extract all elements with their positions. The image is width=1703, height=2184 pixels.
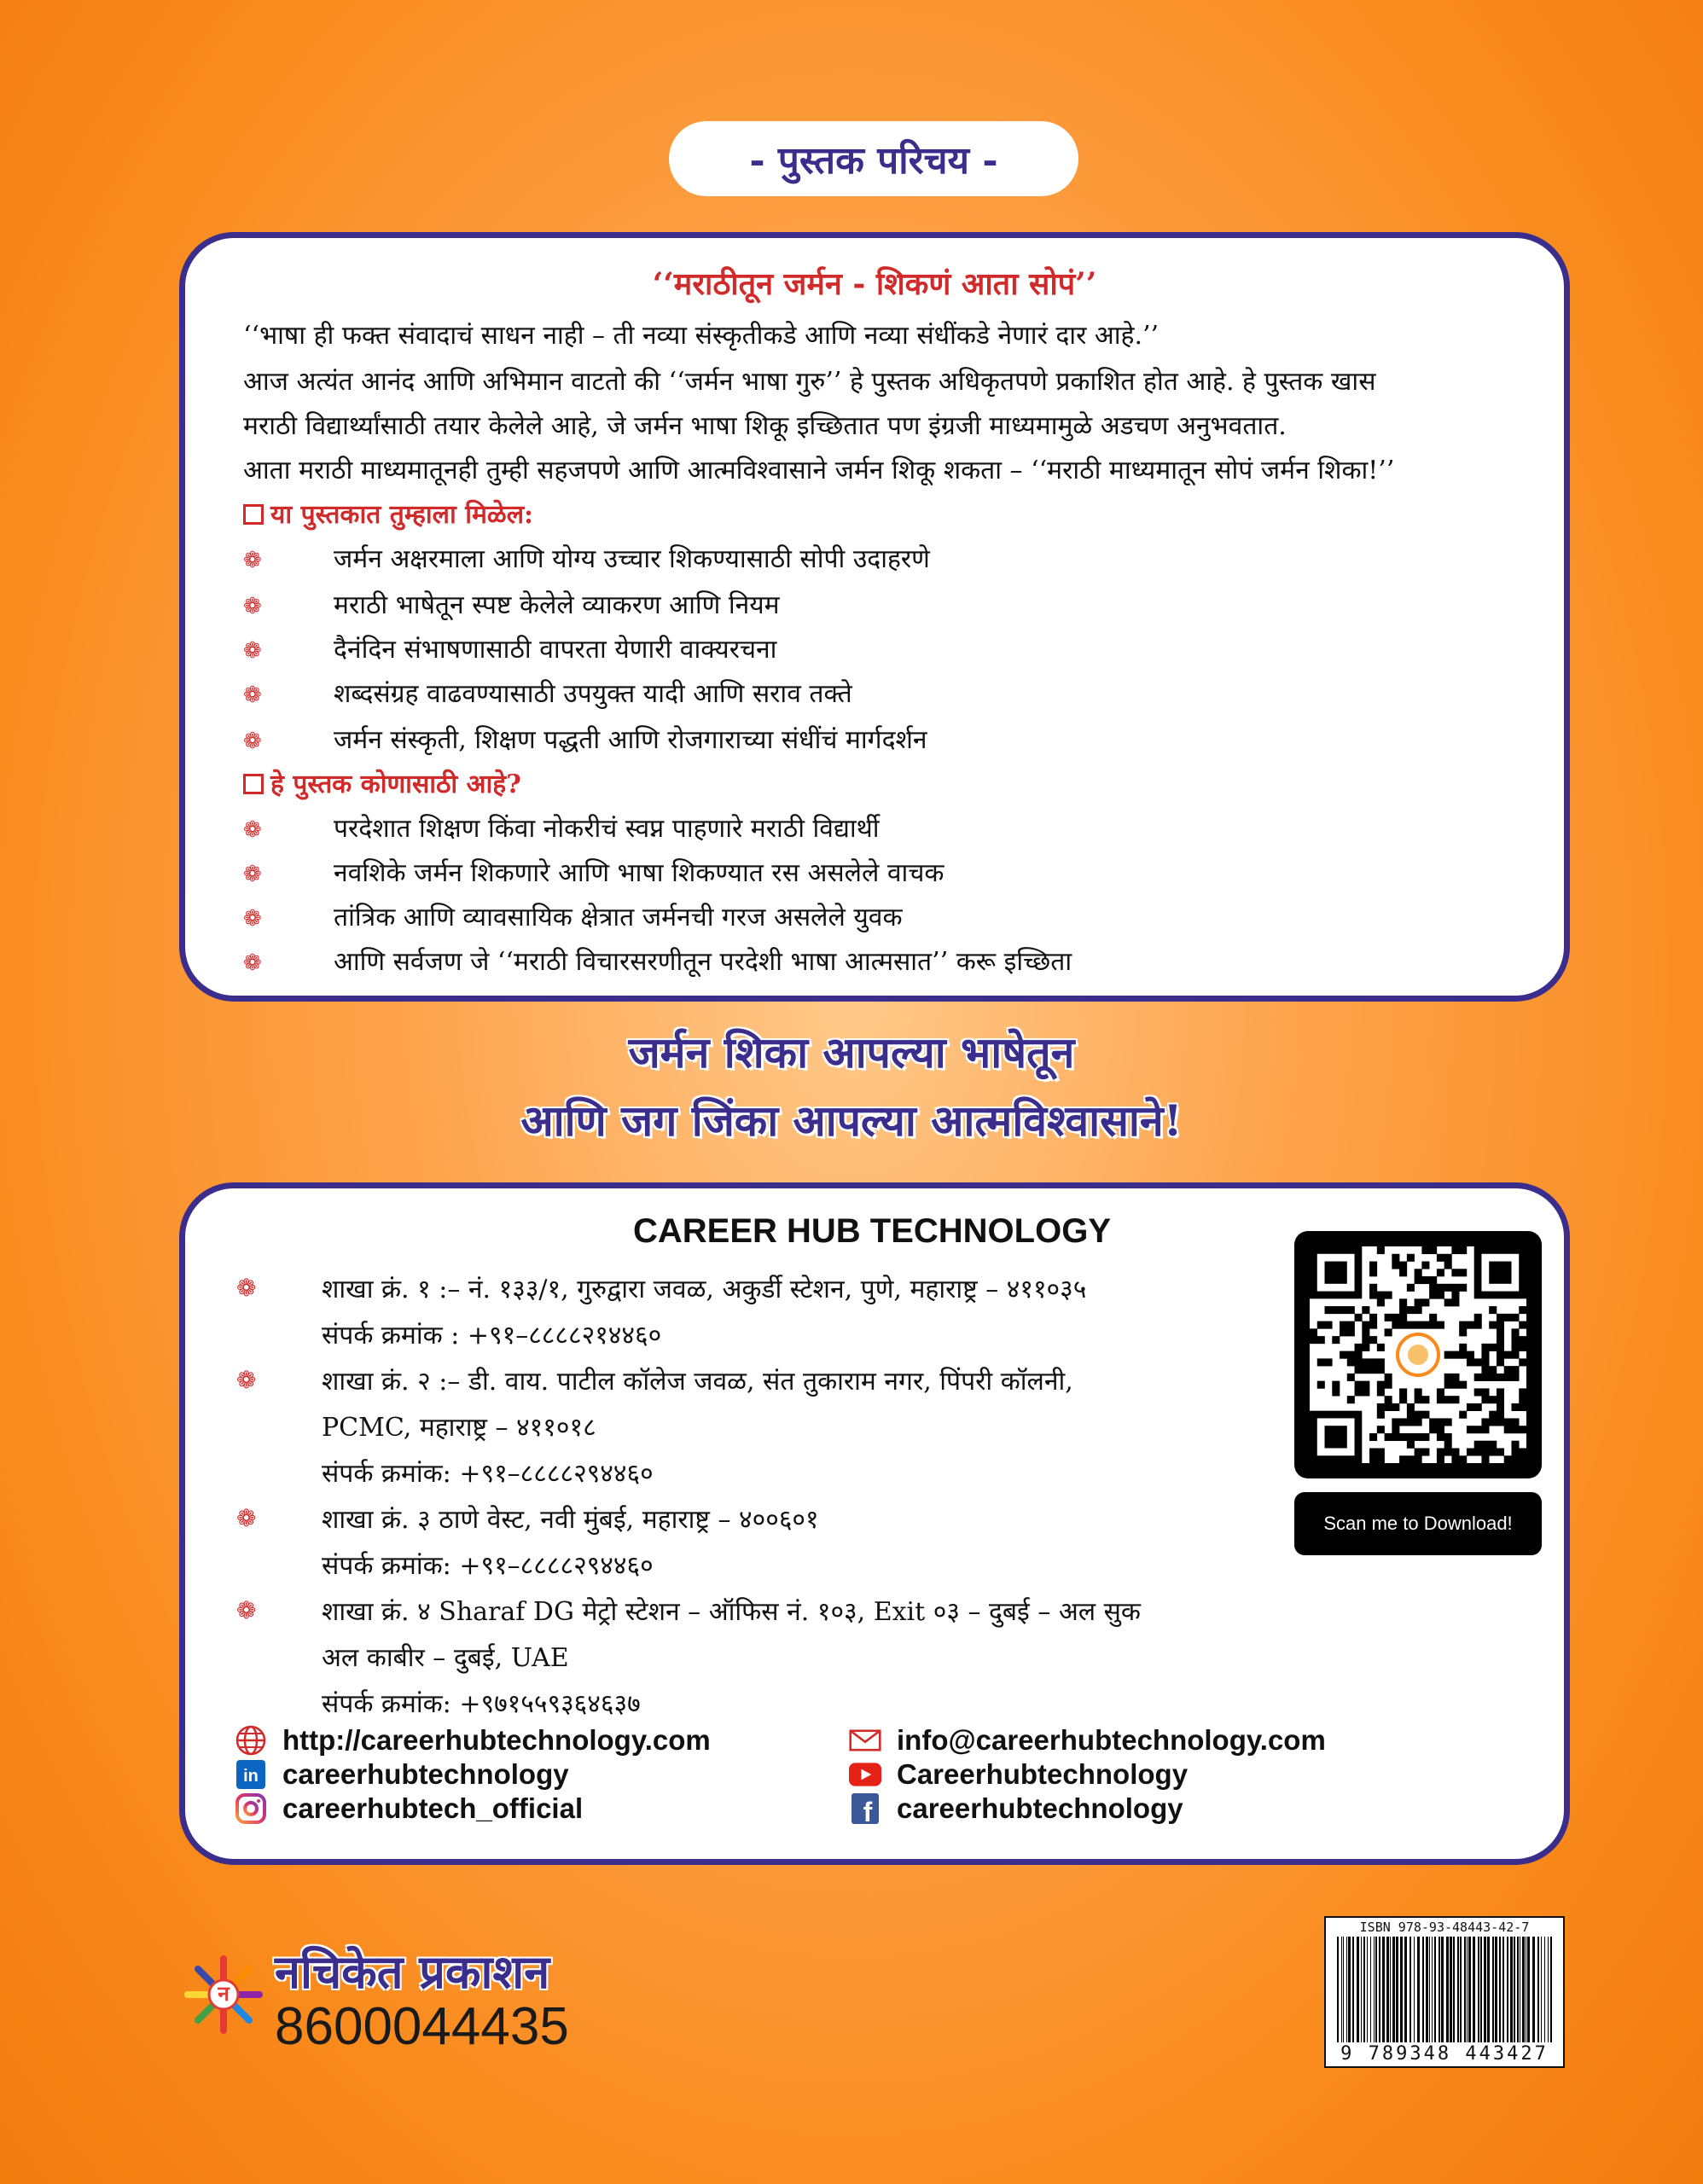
globe-icon [235,1724,267,1757]
publisher-phone: 8600044435 [275,1997,569,2056]
list-item: ❁ परदेशात शिक्षण किंवा नोकरीचं स्वप्न पाहणारे मराठी विद्यार्थी [243,814,880,844]
qr-code-icon [1310,1246,1526,1463]
bullet-icon: ❁ [243,862,262,887]
list-item: ❁ दैनंदिन संभाषणासाठी वापरता येणारी वाक्यरचना [243,635,777,665]
website-link[interactable]: http://careerhubtechnology.com [235,1724,711,1757]
tagline-line-2: आणि जग जिंका आपल्या आत्मविश्वासाने! [520,1095,1183,1146]
instagram-link[interactable]: careerhubtech_official [235,1792,583,1825]
isbn-barcode [1324,1916,1565,2068]
youtube-link[interactable]: Careerhubtechnology [849,1758,1188,1791]
intro-title: ‘‘मराठीतून जर्मन - शिकणं आता सोपं’’ [652,266,1097,302]
bullet-icon: ❁ [243,594,262,619]
youtube-icon [849,1758,881,1791]
publisher-logo [183,1954,264,2036]
facebook-link[interactable]: f careerhubtechnology [849,1792,1183,1825]
bullet-icon: ❁ [243,548,262,573]
section-heading-audience: हे पुस्तक कोणासाठी आहे? [243,765,521,800]
download-button[interactable]: Scan me to Download! [1294,1492,1542,1555]
branch-3-address: शाखा क्रं. ३ ठाणे वेस्ट, नवी मुंबई, महाराष्ट्र – ४००६०१ [322,1505,819,1535]
instagram-icon [235,1792,267,1825]
list-item: ❁ शब्दसंग्रह वाढवण्यासाठी उपयुक्त यादी आणि सराव तक्ते [243,679,852,709]
bullet-icon: ❁ [243,817,262,843]
branch-2-address-2: PCMC, महाराष्ट्र – ४११०१८ [322,1413,596,1443]
email-link[interactable]: info@careerhubtechnology.com [849,1724,1326,1757]
bullet-icon: ❁ [243,682,262,708]
branch-2-phone: संपर्क क्रमांक: +९१–८८८८२९४४६० [322,1459,654,1489]
bullet-icon: ❁ [243,906,262,932]
branch-4-address-2: अल काबीर – दुबई, UAE [322,1643,569,1673]
intro-paragraph-line: आता मराठी माध्यमातूनही तुम्ही सहजपणे आणि आत्मविश्वासाने जर्मन शिकू शकता – ‘‘मराठी माध्यमातून सोपं जर्मन शिका!’’ [243,456,1395,485]
barcode-icon [1334,1937,1557,2042]
bullet-icon: ❁ [236,1366,257,1394]
checkbox-icon [243,504,264,525]
isbn-label: ISBN 978-93-48443-42-7 [1359,1920,1530,1935]
list-item: ❁ जर्मन संस्कृती, शिक्षण पद्धती आणि रोजगाराच्या संधींचं मार्गदर्शन [243,725,927,755]
intro-paragraph-line: ‘‘भाषा ही फक्त संवादाचं साधन नाही – ती नव्या संस्कृतीकडे आणि नव्या संधींकडे नेणारं दार आहे.’’ [243,321,1160,351]
branch-2-address: शाखा क्रं. २ :– डी. वाय. पाटील कॉलेज जवळ, संत तुकाराम नगर, पिंपरी कॉलनी, [322,1367,1073,1397]
svg-text:in: in [243,1767,259,1786]
list-item: ❁ मराठी भाषेतून स्पष्ट केलेले व्याकरण आणि नियम [243,590,780,620]
mail-icon [849,1724,881,1757]
tagline-line-1: जर्मन शिका आपल्या भाषेतून [628,1027,1075,1077]
qr-code[interactable] [1294,1231,1542,1478]
checkbox-icon [243,774,264,794]
svg-text:f: f [863,1797,873,1824]
intro-paragraph-line: मराठी विद्यार्थ्यांसाठी तयार केलेले आहे, जे जर्मन भाषा शिकू इच्छितात पण इंग्रजी माध्यमामुळे अडचण अनुभवतात. [243,411,1287,441]
facebook-icon [849,1792,881,1825]
branch-3-phone: संपर्क क्रमांक: +९१–८८८८२९४४६० [322,1551,654,1581]
branch-1-phone: संपर्क क्रमांक : +९१–८८८८२१४४६० [322,1321,662,1350]
intro-paragraph-line: आज अत्यंत आनंद आणि अभिमान वाटतो की ‘‘जर्मन भाषा गुरु’’ हे पुस्तक अधिकृतपणे प्रकाशित होत आहे. हे पुस्तक खास [243,367,1376,397]
section-heading-features: या पुस्तकात तुम्हाला मिळेल: [243,496,533,531]
bullet-icon: ❁ [243,950,262,976]
company-name: CAREER HUB TECHNOLOGY [632,1212,1112,1250]
list-item: ❁ आणि सर्वजण जे ‘‘मराठी विचारसरणीतून परदेशी भाषा आत्मसात’’ करू इच्छिता [243,947,1072,977]
isbn-digits: 9 789348 443427 [1340,2043,1549,2065]
intro-box [179,232,1570,1002]
publisher-logo-letter: न [218,1982,230,2006]
list-item: ❁ तांत्रिक आणि व्यावसायिक क्षेत्रात जर्मनची गरज असलेले युवक [243,903,903,932]
list-item: ❁ जर्मन अक्षरमाला आणि योग्य उच्चार शिकण्यासाठी सोपी उदाहरणे [243,544,930,574]
bullet-icon: ❁ [243,729,262,754]
branch-1-address: शाखा क्रं. १ :– नं. १३३/१, गुरुद्वारा जवळ, अकुर्डी स्टेशन, पुणे, महाराष्ट्र – ४११०३५ [322,1275,1087,1304]
bullet-icon: ❁ [243,638,262,664]
contact-box [179,1182,1570,1865]
publisher-name: नचिकेत प्रकाशन [275,1944,550,1999]
bullet-icon: ❁ [236,1274,257,1302]
bullet-icon: ❁ [236,1596,257,1624]
list-item: ❁ नवशिके जर्मन शिकणारे आणि भाषा शिकण्यात रस असलेले वाचक [243,858,944,888]
branch-4-address: शाखा क्रं. ४ Sharaf DG मेट्रो स्टेशन – ऑफिस नं. १०३, Exit ०३ – दुबई – अल सुक [322,1597,1141,1627]
branch-4-phone: संपर्क क्रमांक: +९७१५५९३६४६३७ [322,1689,641,1719]
bullet-icon: ❁ [236,1504,257,1532]
page-title-pill: - पुस्तक परिचय - [669,121,1078,196]
linkedin-link[interactable]: in careerhubtechnology [235,1758,569,1791]
linkedin-icon [235,1758,267,1791]
